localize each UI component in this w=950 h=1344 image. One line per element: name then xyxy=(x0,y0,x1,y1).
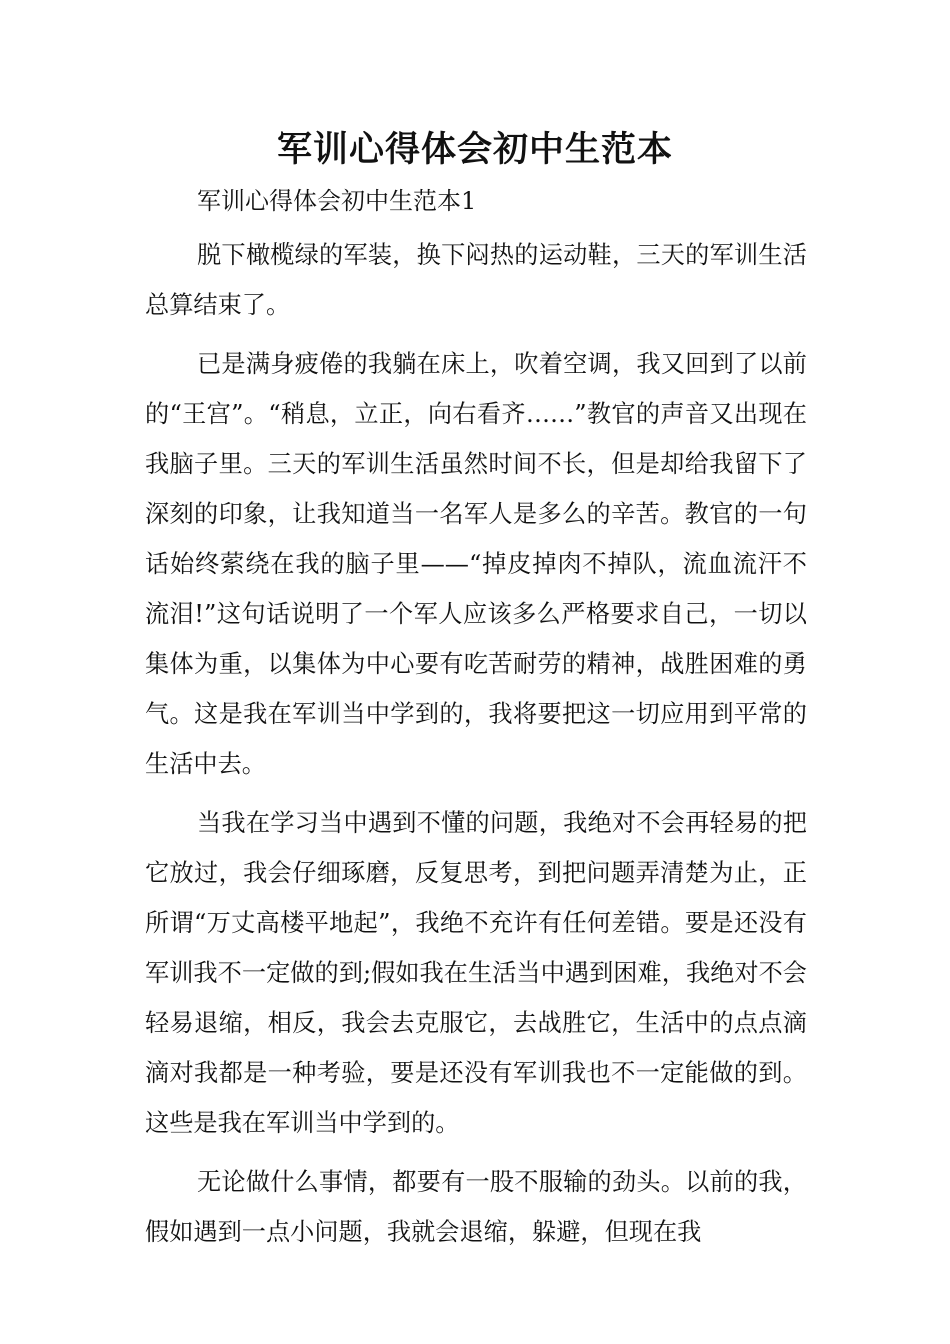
document-title: 军训心得体会初中生范本 xyxy=(276,130,673,170)
paragraph-1: 脱下橄榄绿的军装，换下闷热的运动鞋，三天的军训生活总算结束了。 xyxy=(145,241,807,319)
document-body xyxy=(145,181,807,1257)
document-subtitle: 军训心得体会初中生范本1 xyxy=(197,187,477,215)
paragraph-3: 当我在学习当中遇到不懂的问题，我绝对不会再轻易的把它放过，我会仔细琢磨，反复思考，到把问题弄清楚为止，正所谓“万丈高楼平地起”，我绝不充许有任何差错。要是还没有军训我不一定做的到;假如我在生活当中遇到困难，我绝对不会轻易退缩，相反，我会去克服它，去战胜它，生活中的点点滴滴对我都是一种考验，要是还没有军训我也不一定能做的到。这些是我在军训当中学到的。 xyxy=(145,809,807,1137)
paragraph-2: 已是满身疲倦的我躺在床上，吹着空调，我又回到了以前的“王宫”。“稍息，立正，向右看齐……”教官的声音又出现在我脑子里。三天的军训生活虽然时间不长，但是却给我留下了深刻的印象，让我知道当一名军人是多么的辛苦。教官的一句话始终萦绕在我的脑子里——“掉皮掉肉不掉队，流血流汗不流泪!”这句话说明了一个军人应该多么严格要求自己，一切以集体为重，以集体为中心要有吃苦耐劳的精神，战胜困难的勇气。这是我在军训当中学到的，我将要把这一切应用到平常的生活中去。 xyxy=(145,350,807,778)
paragraph-4: 无论做什么事情，都要有一股不服输的劲头。以前的我，假如遇到一点小问题，我就会退缩，躲避，但现在我 xyxy=(145,1168,807,1246)
